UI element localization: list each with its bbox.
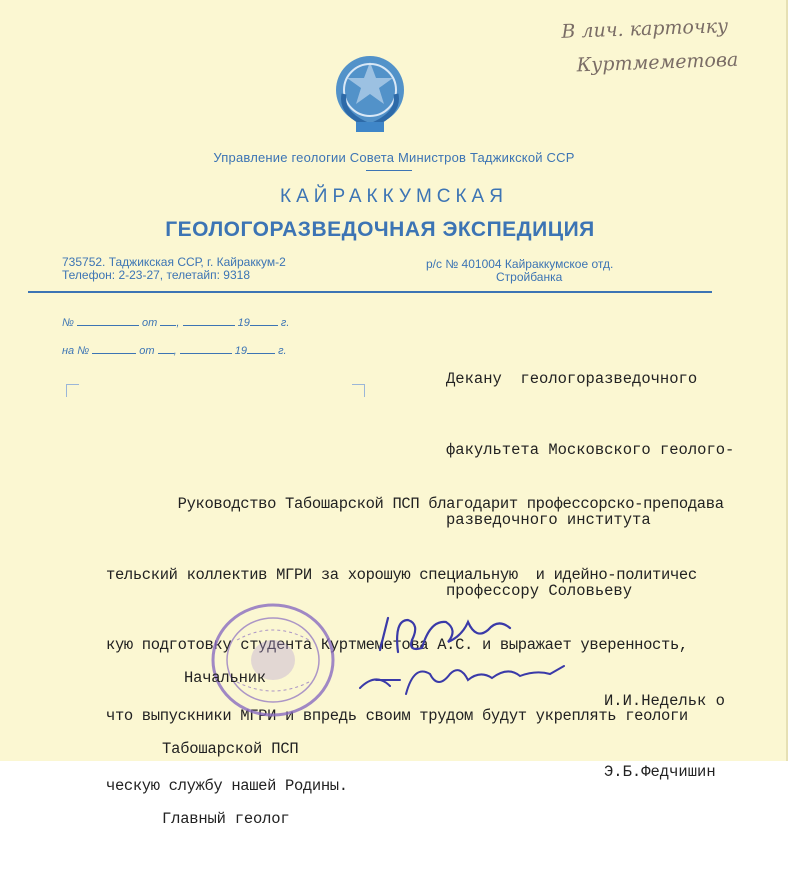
ref-from-label: от — [142, 317, 158, 329]
addressee-line3: разведочного института — [446, 511, 651, 529]
body-line5: ческую службу нашей Родины. — [106, 777, 348, 795]
signature-titles — [162, 620, 299, 879]
ref2-g-label: г. — [278, 345, 287, 357]
reference-line2: на № от , 19 г. — [62, 345, 287, 357]
small-divider — [366, 170, 412, 171]
signatory-name2: Э.Б.Федчишин — [604, 762, 716, 781]
reference-line1: № от , 19 г. — [62, 317, 290, 329]
ref2-from-label: от — [139, 345, 155, 357]
addressee-line4: профессору Соловьеву — [446, 581, 633, 600]
title-line3: Главный геолог — [162, 810, 290, 828]
ref-year-label: 19 — [237, 317, 250, 329]
ref-no-label: № — [62, 317, 74, 329]
bank-line1: р/с № 401004 Кайраккумское отд. — [426, 257, 614, 271]
address-line2: Телефон: 2-23-27, телетайп: 9318 — [62, 268, 250, 282]
handwritten-note-line2: Куртмеметова — [576, 48, 739, 77]
window-corner-left — [66, 384, 79, 397]
ref-g-label: г. — [280, 317, 290, 329]
address-block — [62, 256, 286, 282]
bank-block — [426, 258, 613, 284]
signature-scribbles — [350, 600, 590, 705]
org-name-line2: ГЕОЛОГОРАЗВЕДОЧНАЯ ЭКСПЕДИЦИЯ — [165, 218, 595, 241]
title-line2: Табошарской ПСП — [162, 739, 299, 758]
handwritten-note — [551, 13, 739, 79]
window-corner-right — [352, 384, 365, 397]
body-line1: Руководство Табошарской ПСП благодарит профессорско-преподава — [106, 495, 724, 513]
letterhead-rule — [28, 291, 712, 293]
address-line1: 735752. Таджикская ССР, г. Кайраккум-2 — [62, 255, 286, 269]
addressee-line1: Декану геологоразведочного — [446, 370, 698, 388]
body-line4: что выпускники МГРИ и впредь своим трудом будут укреплять геологи — [106, 706, 688, 725]
handwritten-note-line1: В лич. карточку — [561, 15, 729, 43]
org-name-line1: КАЙРАККУМСКАЯ — [280, 186, 508, 207]
bank-line2: Стройбанка — [496, 270, 563, 284]
ministry-line: Управление геологии Совета Министров Таджикской ССР — [213, 150, 575, 165]
ref2-prefix-label: на № — [62, 345, 90, 357]
signatory-name1: И.И.Недельк о — [604, 692, 725, 710]
title-line1: Начальник — [184, 669, 266, 687]
addressee-line2: факультета Московского геолого- — [446, 440, 735, 459]
signature-names — [604, 643, 725, 831]
ref2-year-label: 19 — [234, 345, 248, 357]
body-line3: кую подготовку студента Куртмеметова А.С. и выражает уверенность, — [106, 636, 688, 654]
emblem-icon — [330, 48, 410, 136]
body-line2: тельский коллектив МГРИ за хорошую специальную и идейно-политичес — [106, 565, 697, 584]
